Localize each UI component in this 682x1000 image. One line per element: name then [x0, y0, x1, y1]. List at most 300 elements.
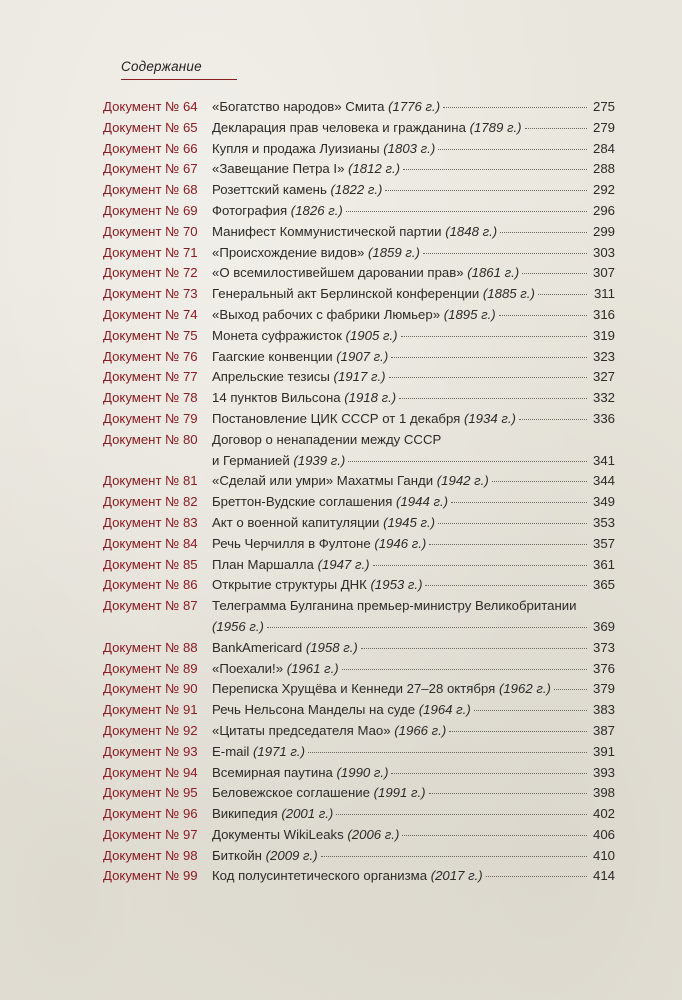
entry-year: (1956 г.) [212, 618, 264, 634]
entry-title [212, 326, 398, 347]
entry-title-text: Генеральный акт Берлинской конференции [212, 286, 483, 302]
entry-title-text: Беловежское соглашение [212, 785, 374, 801]
page-number: 292 [592, 182, 615, 198]
entry-year: (1971 г.) [253, 743, 305, 759]
document-number: Документ № 84 [103, 535, 198, 551]
entry-year: (1859 г.) [367, 244, 420, 260]
document-number: Документ № 99 [103, 868, 198, 884]
page-number: 353 [592, 514, 615, 530]
entry-title [212, 118, 522, 139]
entry-title [212, 284, 535, 305]
entry-year: (1861 г.) [467, 265, 520, 281]
dot-leader [403, 169, 587, 170]
dot-leader [438, 523, 587, 524]
page-number: 311 [593, 286, 615, 302]
entry-line [212, 409, 615, 430]
dot-leader [429, 544, 587, 545]
document-number: Документ № 81 [103, 473, 198, 489]
entry-year: (1961 г.) [286, 660, 339, 676]
dot-leader [391, 357, 587, 358]
document-number: Документ № 71 [103, 244, 198, 260]
entry-body [212, 388, 615, 409]
dot-leader [423, 253, 587, 254]
entry-year: (2006 г.) [347, 826, 400, 842]
page-number: 373 [592, 639, 615, 655]
document-number: Документ № 87 [103, 598, 198, 614]
entry-line [212, 305, 615, 326]
toc-entry [0, 866, 682, 887]
entry-body [212, 763, 615, 784]
entry-title-continued [212, 617, 264, 638]
page-number: 336 [592, 410, 615, 426]
document-number: Документ № 93 [103, 743, 198, 759]
document-number: Документ № 88 [103, 639, 198, 655]
entry-body [212, 222, 615, 243]
entry-title: Договор о ненападении между СССР [212, 431, 442, 447]
entry-body [212, 97, 615, 118]
entry-title [212, 763, 388, 784]
entry-body [212, 430, 615, 472]
document-number: Документ № 76 [103, 348, 198, 364]
toc-entry [0, 555, 682, 576]
entry-year: (1991 г.) [373, 785, 426, 801]
toc-entry [0, 284, 682, 305]
toc-entry [0, 513, 682, 534]
toc-entry [0, 763, 682, 784]
toc-entry [0, 201, 682, 222]
entry-line [212, 492, 615, 513]
toc-entry [0, 825, 682, 846]
entry-title-text: Гаагские конвенции [212, 348, 337, 364]
toc-entry [0, 721, 682, 742]
entry-title [212, 243, 420, 264]
entry-title [212, 825, 399, 846]
entry-title-text: E-mail [212, 743, 254, 759]
page-number: 279 [592, 119, 615, 135]
page-number: 323 [592, 348, 615, 364]
page-number: 387 [592, 722, 615, 738]
entry-year: (1962 г.) [498, 681, 551, 697]
entry-line [212, 866, 615, 887]
toc-entry [0, 846, 682, 867]
entry-year: (1907 г.) [336, 348, 389, 364]
entry-title-text: Бреттон-Вудские соглашения [212, 494, 397, 510]
toc-entry [0, 222, 682, 243]
entry-title-text: «О всемилостивейшем даровании прав» [212, 265, 468, 281]
entry-body [212, 659, 615, 680]
entry-year: (1822 г.) [330, 182, 383, 198]
entry-title [212, 866, 483, 887]
toc-entry [0, 243, 682, 264]
dot-leader [402, 835, 587, 836]
page-number: 393 [592, 764, 615, 780]
entry-title [212, 638, 358, 659]
document-number: Документ № 97 [103, 826, 198, 842]
page-number: 357 [592, 535, 615, 551]
dot-leader [492, 481, 587, 482]
entry-body [212, 471, 615, 492]
entry-body [212, 201, 615, 222]
entry-line [212, 638, 615, 659]
dot-leader [267, 627, 587, 628]
toc-entry [0, 409, 682, 430]
dot-leader [499, 315, 587, 316]
entry-title [212, 555, 370, 576]
entry-year: (2009 г.) [265, 847, 318, 863]
document-number: Документ № 75 [103, 327, 198, 343]
entry-year: (1966 г.) [394, 722, 447, 738]
entry-title-text: Речь Нельсона Манделы на суде [212, 702, 419, 718]
entry-year: (1776 г.) [388, 99, 441, 114]
dot-leader [443, 107, 587, 108]
entry-title-text: Розеттский камень [212, 182, 331, 198]
toc-entry [0, 430, 682, 472]
page-number: 299 [592, 223, 615, 239]
entry-line [212, 180, 615, 201]
entry-title [212, 471, 489, 492]
document-number: Документ № 86 [103, 577, 198, 593]
dot-leader [519, 419, 587, 420]
table-of-contents [0, 97, 682, 887]
page-header [121, 58, 237, 80]
entry-year: (1789 г.) [469, 119, 522, 135]
document-number: Документ № 83 [103, 514, 198, 530]
entry-title-text: Постановление ЦИК СССР от 1 декабря [212, 410, 464, 426]
entry-title: Телеграмма Булганина премьер-министру Великобритании [212, 598, 577, 614]
entry-title [212, 367, 386, 388]
entry-year: (1905 г.) [345, 327, 398, 343]
entry-year: (1803 г.) [383, 140, 436, 156]
toc-entry [0, 347, 682, 368]
entry-year: (1848 г.) [445, 223, 498, 239]
entry-body [212, 409, 615, 430]
page-number: 288 [592, 161, 615, 177]
entry-title-text: Открытие структуры ДНК [212, 577, 371, 593]
dot-leader [308, 752, 587, 753]
entry-year: (1958 г.) [305, 639, 358, 655]
document-number: Документ № 70 [103, 223, 198, 239]
dot-leader [389, 377, 588, 378]
entry-line [212, 471, 615, 492]
toc-entry [0, 783, 682, 804]
entry-year: (1947 г.) [317, 556, 370, 572]
entry-title [212, 534, 426, 555]
entry-body [212, 347, 615, 368]
document-number: Документ № 85 [103, 556, 198, 572]
entry-title-text: Фотография [212, 202, 291, 218]
entry-title-text: «Завещание Петра I» [212, 161, 349, 177]
toc-entry [0, 700, 682, 721]
entry-line [212, 742, 615, 763]
entry-body [212, 638, 615, 659]
document-number: Документ № 79 [103, 410, 198, 426]
entry-line [212, 430, 615, 451]
entry-title-text: Код полусинтетического организма [212, 868, 431, 884]
entry-line [212, 139, 615, 160]
toc-entry [0, 534, 682, 555]
toc-entry [0, 180, 682, 201]
document-number: Документ № 67 [103, 161, 198, 177]
entry-title [212, 409, 516, 430]
entry-title [212, 263, 519, 284]
page-number: 344 [592, 473, 615, 489]
document-number: Документ № 69 [103, 202, 198, 218]
entry-title-text: Апрельские тезисы [212, 369, 334, 385]
dot-leader [399, 398, 587, 399]
entry-title-text: «Богатство народов» Смита [212, 99, 389, 114]
dot-leader [385, 190, 587, 191]
page-number: 402 [592, 806, 615, 822]
entry-year: (1917 г.) [333, 369, 386, 385]
dot-leader [348, 461, 587, 462]
entry-body [212, 742, 615, 763]
entry-line [212, 201, 615, 222]
entry-line [212, 97, 615, 118]
document-number: Документ № 73 [103, 286, 198, 302]
page-number: 369 [592, 618, 615, 634]
dot-leader [373, 565, 587, 566]
entry-line [212, 513, 615, 534]
page-number: 365 [592, 577, 615, 593]
entry-line [212, 243, 615, 264]
entry-title [212, 700, 471, 721]
document-number: Документ № 90 [103, 681, 198, 697]
entry-line [212, 284, 615, 305]
entry-body [212, 263, 615, 284]
page-number: 316 [592, 306, 615, 322]
entry-title-text: «Поехали!» [212, 660, 287, 676]
entry-body [212, 326, 615, 347]
page-number: 379 [592, 681, 615, 697]
entry-line [212, 388, 615, 409]
entry-year: (1895 г.) [443, 306, 496, 322]
toc-entry [0, 388, 682, 409]
page-number: 341 [592, 452, 615, 468]
toc-entry [0, 742, 682, 763]
entry-line [212, 763, 615, 784]
entry-title-tail: и Германией [212, 452, 294, 468]
entry-year: (1934 г.) [463, 410, 516, 426]
entry-title [212, 783, 426, 804]
entry-body [212, 284, 615, 305]
toc-entry [0, 638, 682, 659]
page-number: 361 [592, 556, 615, 572]
dot-leader [425, 585, 587, 586]
document-number: Документ № 80 [103, 431, 198, 447]
entry-line [212, 783, 615, 804]
document-number: Документ № 91 [103, 702, 198, 718]
dot-leader [554, 689, 587, 690]
entry-title [212, 721, 446, 742]
dot-leader [474, 710, 587, 711]
entry-line [212, 367, 615, 388]
entry-title [212, 846, 318, 867]
entry-line [212, 534, 615, 555]
entry-title [212, 679, 551, 700]
document-number: Документ № 98 [103, 847, 198, 863]
entry-line [212, 846, 615, 867]
page-number: 414 [592, 868, 615, 884]
entry-body [212, 180, 615, 201]
document-number: Документ № 77 [103, 369, 198, 385]
entry-body [212, 492, 615, 513]
entry-title-text: Документы WikiLeaks [212, 826, 348, 842]
entry-year: (1939 г.) [293, 452, 346, 468]
entry-year: (1942 г.) [436, 473, 489, 489]
entry-year: (1945 г.) [383, 514, 436, 530]
document-number: Документ № 65 [103, 119, 198, 135]
document-number: Документ № 94 [103, 764, 198, 780]
entry-body [212, 866, 615, 887]
toc-entry [0, 326, 682, 347]
entry-body [212, 367, 615, 388]
entry-body [212, 243, 615, 264]
document-number: Документ № 72 [103, 265, 198, 281]
document-number: Документ № 68 [103, 182, 198, 198]
entry-line [212, 721, 615, 742]
toc-entry [0, 492, 682, 513]
dot-leader [451, 502, 587, 503]
entry-line [212, 659, 615, 680]
entry-title [212, 492, 448, 513]
dot-leader [429, 793, 587, 794]
entry-body [212, 804, 615, 825]
entry-body [212, 159, 615, 180]
page-number: 296 [592, 202, 615, 218]
entry-year: (1990 г.) [336, 764, 389, 780]
entry-line [212, 222, 615, 243]
document-number: Документ № 74 [103, 306, 198, 322]
dot-leader [321, 856, 587, 857]
dot-leader [336, 814, 587, 815]
entry-title [212, 305, 496, 326]
entry-body [212, 118, 615, 139]
entry-line [212, 617, 615, 638]
entry-title [212, 575, 422, 596]
toc-entry [0, 118, 682, 139]
entry-title-text: Всемирная паутина [212, 764, 337, 780]
entry-body [212, 825, 615, 846]
entry-body [212, 679, 615, 700]
entry-title-text: Декларация прав человека и гражданина [212, 119, 470, 135]
entry-title-text: 14 пунктов Вильсона [212, 390, 345, 406]
entry-line [212, 263, 615, 284]
entry-body [212, 721, 615, 742]
toc-entry [0, 596, 682, 638]
page-number: 410 [592, 847, 615, 863]
entry-line [212, 118, 615, 139]
entry-line [212, 347, 615, 368]
dot-leader [449, 731, 587, 732]
entry-title-text: Википедия [212, 806, 282, 822]
entry-body [212, 139, 615, 160]
entry-line [212, 596, 615, 617]
entry-title-text: Речь Черчилля в Фултоне [212, 535, 375, 551]
entry-year: (1885 г.) [482, 286, 535, 302]
entry-title [212, 139, 435, 160]
entry-title-text: Купля и продажа Луизианы [212, 140, 384, 156]
page-number: 307 [592, 265, 615, 281]
entry-body [212, 596, 615, 638]
page-number: 383 [592, 702, 615, 718]
page-number: 284 [592, 140, 615, 156]
dot-leader [401, 336, 588, 337]
document-number: Документ № 96 [103, 806, 198, 822]
page-number: 303 [592, 244, 615, 260]
entry-body [212, 513, 615, 534]
toc-entry [0, 159, 682, 180]
entry-title-text: «Происхождение видов» [212, 244, 368, 260]
page-number: 319 [592, 327, 615, 343]
entry-title [212, 513, 435, 534]
entry-line [212, 679, 615, 700]
entry-body [212, 846, 615, 867]
toc-entry [0, 471, 682, 492]
toc-entry [0, 679, 682, 700]
entry-line [212, 555, 615, 576]
toc-entry [0, 367, 682, 388]
document-number: Документ № 64 [103, 99, 198, 114]
dot-leader [538, 294, 587, 295]
page-number: 327 [592, 369, 615, 385]
entry-title [212, 742, 305, 763]
page-number: 398 [592, 785, 615, 801]
page-number: 391 [592, 743, 615, 759]
dot-leader [500, 232, 587, 233]
entry-body [212, 575, 615, 596]
entry-title-text: Монета суфражисток [212, 327, 346, 343]
entry-year: (2001 г.) [281, 806, 334, 822]
entry-year: (1944 г.) [396, 494, 448, 510]
page-number: 332 [592, 390, 615, 406]
entry-line [212, 700, 615, 721]
entry-title [212, 159, 400, 180]
entry-line [212, 575, 615, 596]
entry-title-text: BankAmericard [212, 639, 306, 655]
entry-title-text: Переписка Хрущёва и Кеннеди 27–28 октября [212, 681, 499, 697]
entry-body [212, 534, 615, 555]
entry-title [212, 804, 333, 825]
entry-title [212, 388, 396, 409]
entry-title-text: «Сделай или умри» Махатмы Ганди [212, 473, 437, 489]
entry-year: (1946 г.) [374, 535, 427, 551]
entry-body [212, 700, 615, 721]
entry-title-continued [212, 451, 345, 472]
document-number: Документ № 66 [103, 140, 198, 156]
toc-entry [0, 575, 682, 596]
document-number: Документ № 92 [103, 722, 198, 738]
dot-leader [438, 149, 587, 150]
entry-body [212, 305, 615, 326]
entry-line [212, 326, 615, 347]
toc-entry [0, 804, 682, 825]
dot-leader [486, 876, 587, 877]
document-number: Документ № 95 [103, 785, 198, 801]
entry-body [212, 555, 615, 576]
entry-year: (1964 г.) [418, 702, 471, 718]
dot-leader [525, 128, 587, 129]
entry-year: (1918 г.) [344, 390, 397, 406]
entry-title [212, 222, 497, 243]
entry-title [212, 347, 388, 368]
entry-title-text: План Маршалла [212, 556, 318, 572]
entry-year: (1826 г.) [290, 202, 343, 218]
entry-line [212, 451, 615, 472]
entry-title-text: Биткойн [212, 847, 266, 863]
entry-year: (1812 г.) [348, 161, 401, 177]
toc-entry [0, 97, 682, 118]
entry-year: (2017 г.) [430, 868, 483, 884]
